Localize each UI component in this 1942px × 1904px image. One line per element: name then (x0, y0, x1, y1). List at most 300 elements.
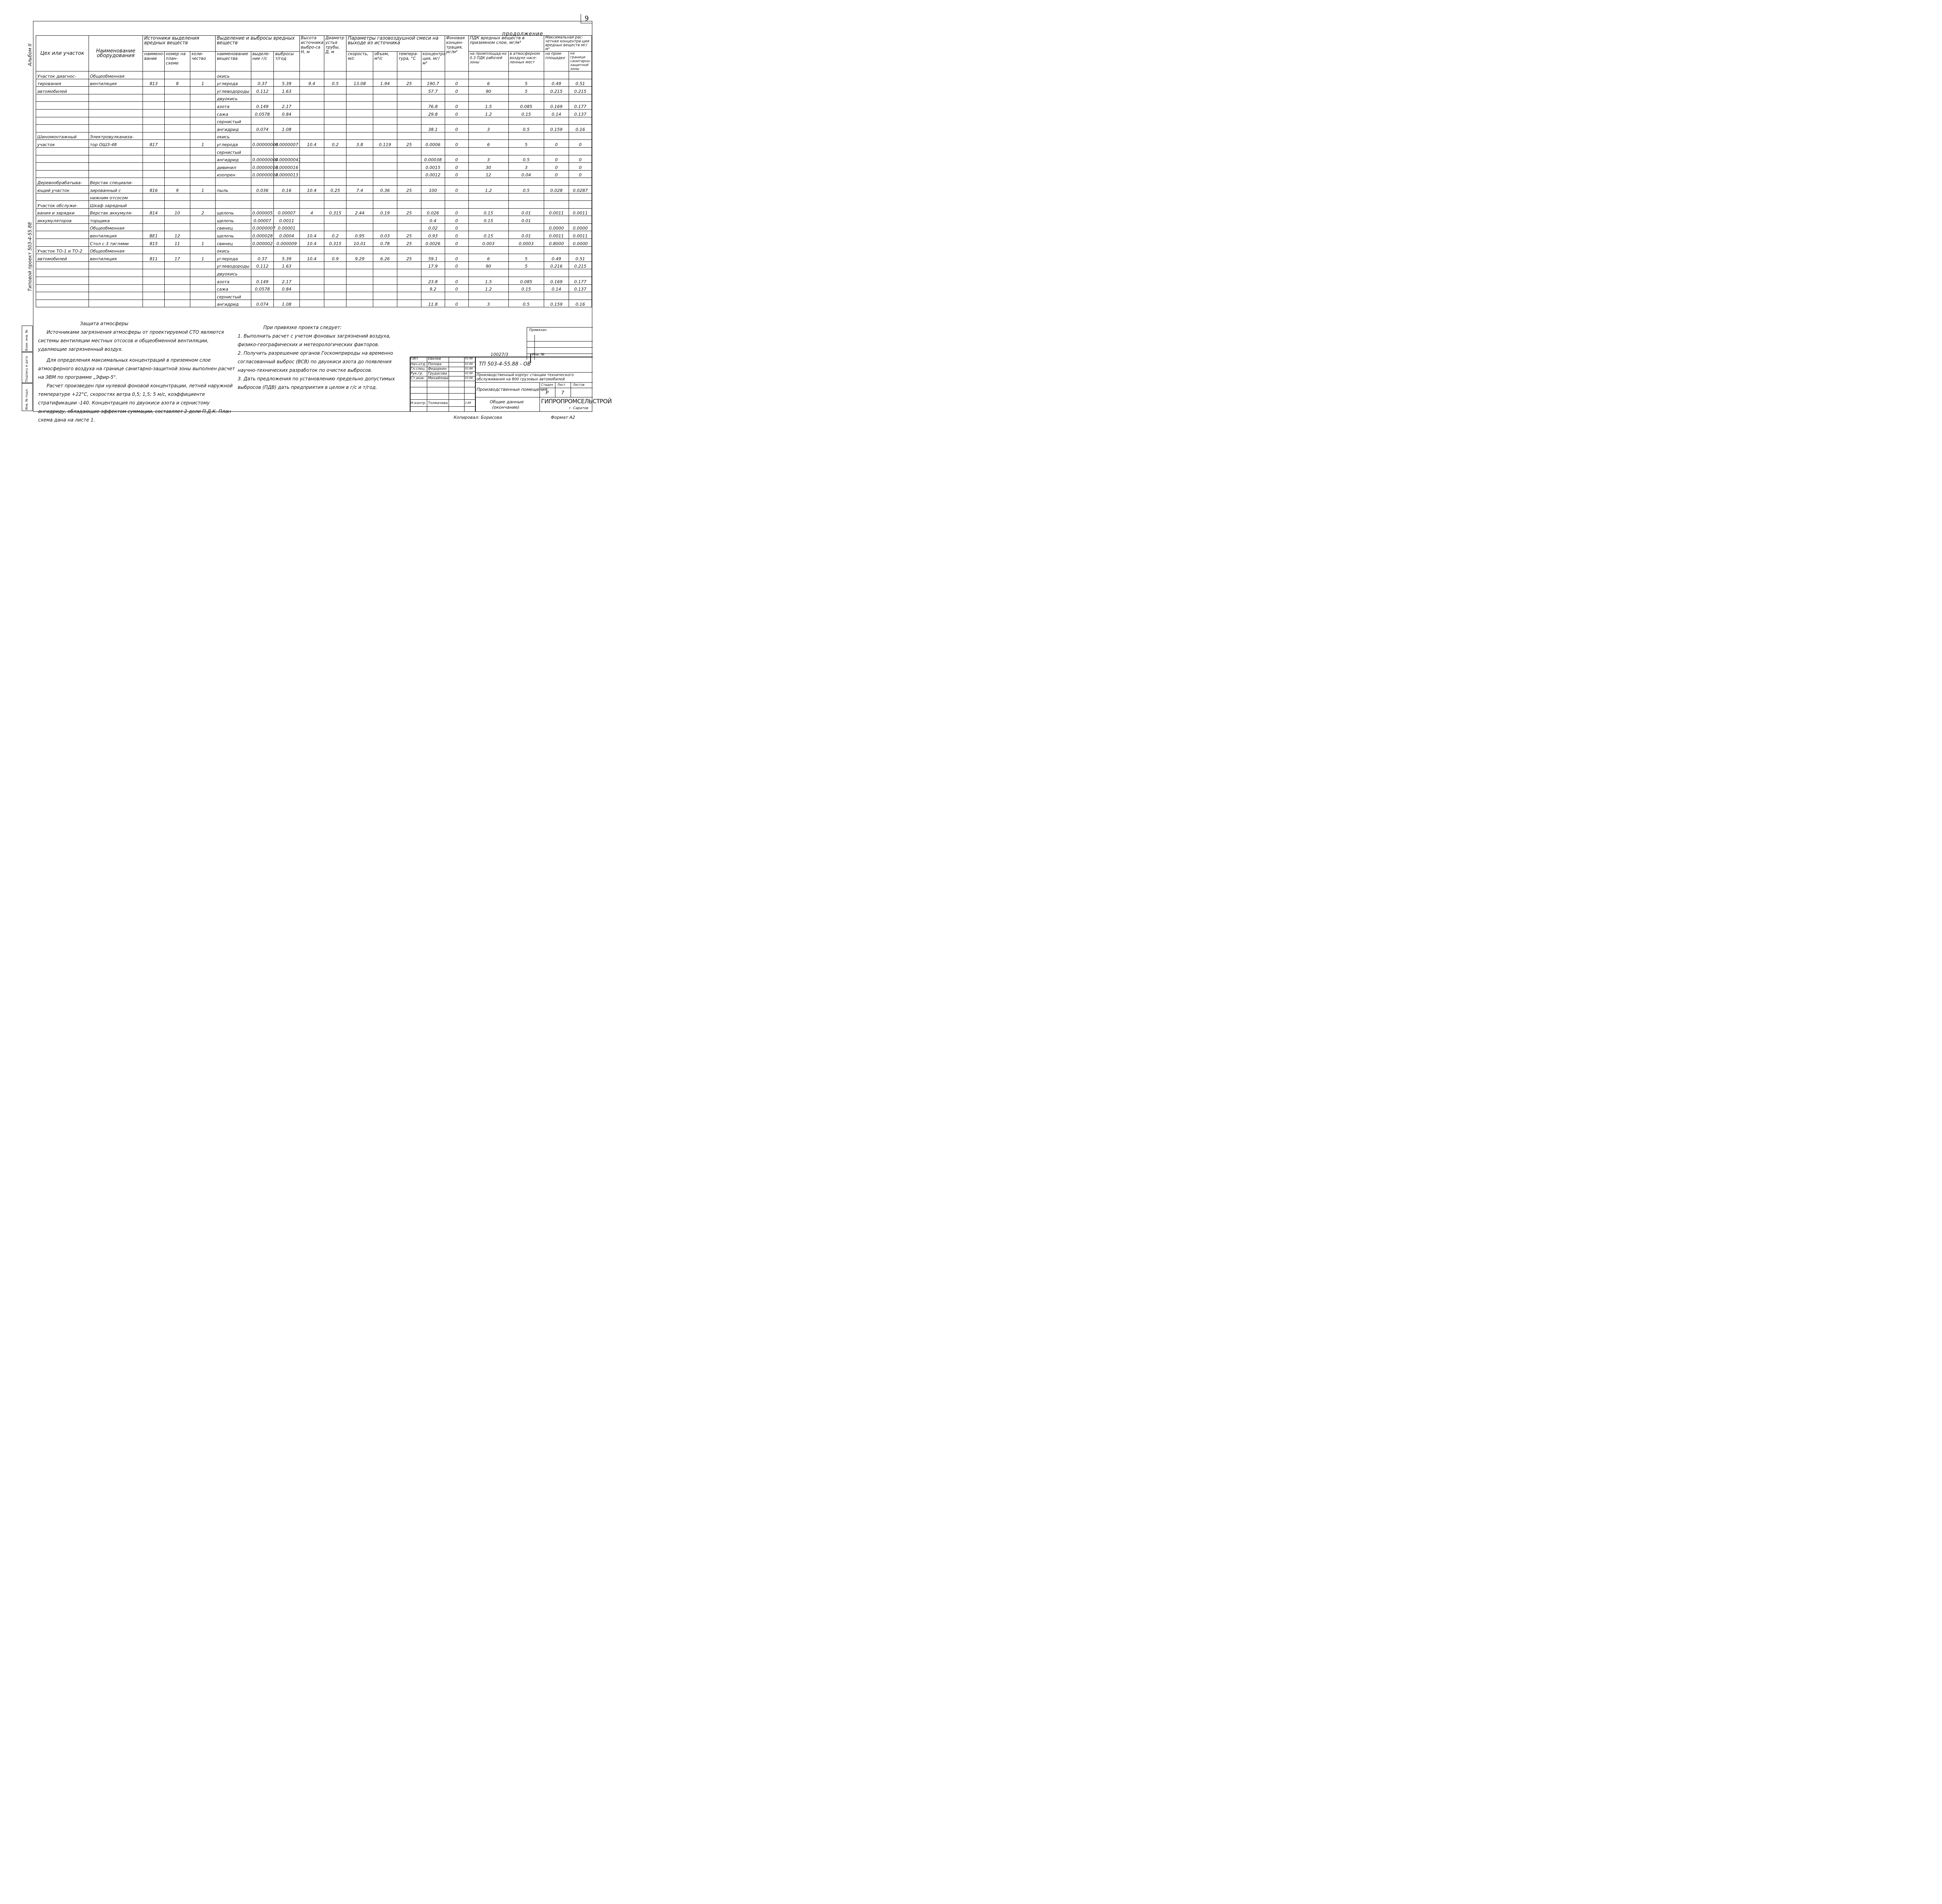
table-cell: 10.4 (299, 185, 324, 193)
table-cell (569, 201, 592, 209)
table-cell (143, 132, 165, 140)
table-cell (164, 178, 190, 186)
table-cell: 0 (445, 239, 468, 247)
table-cell (89, 155, 143, 163)
table-cell (544, 269, 569, 277)
table-cell (164, 216, 190, 224)
table-cell (36, 155, 89, 163)
table-cell (164, 170, 190, 178)
notes-atmosphere-title: Защита атмосферы (80, 321, 129, 326)
table-cell (468, 132, 508, 140)
table-cell (164, 261, 190, 269)
table-cell: Участок диагнос- (36, 71, 89, 79)
table-cell (569, 94, 592, 102)
table-cell: 190.7 (421, 79, 445, 87)
table-cell (36, 170, 89, 178)
header-src-count: коли-чество (190, 52, 216, 71)
table-cell (373, 300, 397, 307)
table-cell: ангидрид (216, 125, 251, 132)
table-cell (324, 261, 346, 269)
table-cell (346, 87, 373, 94)
sheet-label: Лист (557, 383, 566, 387)
table-cell (397, 109, 421, 117)
table-cell: 3 (508, 163, 544, 171)
table-row (36, 223, 592, 231)
table-cell: 10.4 (299, 231, 324, 239)
drawing-sheet (0, 0, 612, 435)
table-cell: 0.9 (324, 254, 346, 262)
table-cell: 0.169 (544, 102, 569, 110)
table-cell: 0.36 (373, 185, 397, 193)
table-cell: 12 (468, 170, 508, 178)
table-cell: 0.01 (508, 216, 544, 224)
table-cell (164, 269, 190, 277)
notes-item: 2. Получить разрешение органов Госкомприроды на временно согласованный выброс (ВСВ) по двуокиси азота до появления научно-технических разработок по очистке выбросов. (238, 350, 393, 373)
table-cell (445, 132, 468, 140)
table-cell: 1.08 (274, 300, 299, 307)
table-cell (346, 170, 373, 178)
table-cell (468, 178, 508, 186)
table-cell (445, 246, 468, 254)
table-cell: 0.00007 (274, 208, 299, 216)
table-cell: 0.215 (569, 87, 592, 94)
table-cell: 1 (190, 185, 216, 193)
table-cell (373, 87, 397, 94)
table-cell: азота (216, 102, 251, 110)
table-cell: участок (36, 140, 89, 148)
table-cell (544, 246, 569, 254)
table-cell (274, 117, 299, 125)
table-cell (190, 216, 216, 224)
table-cell (569, 269, 592, 277)
header-emission: выбросы т/год (274, 52, 299, 71)
table-cell: 9.2 (421, 284, 445, 292)
table-cell: 0.000005 (251, 208, 274, 216)
table-cell: 11.8 (421, 300, 445, 307)
table-cell: 0.15 (508, 109, 544, 117)
table-cell (36, 147, 89, 155)
table-cell (143, 284, 165, 292)
table-cell (36, 193, 89, 201)
table-cell (36, 223, 89, 231)
table-cell: 0 (445, 216, 468, 224)
table-cell (89, 109, 143, 117)
table-cell (143, 102, 165, 110)
table-cell: щелочь (216, 208, 251, 216)
table-cell: 0.51 (569, 79, 592, 87)
table-cell (569, 147, 592, 155)
table-cell (324, 87, 346, 94)
sheet-title-line1: Общие данные (490, 399, 524, 404)
table-cell (299, 117, 324, 125)
table-cell: 0.215 (569, 261, 592, 269)
header-release: выделе-ние г/с (251, 52, 274, 71)
table-cell (143, 170, 165, 178)
table-cell: 0.5 (508, 125, 544, 132)
table-row (36, 185, 592, 193)
table-cell: 5 (508, 261, 544, 269)
table-cell (89, 300, 143, 307)
table-cell (274, 132, 299, 140)
table-cell (445, 292, 468, 300)
table-cell: 0.5 (508, 155, 544, 163)
table-cell (346, 292, 373, 300)
table-cell: тирования (36, 79, 89, 87)
table-cell (299, 269, 324, 277)
table-cell: 0.000009 (274, 239, 299, 247)
table-cell (143, 155, 165, 163)
table-cell (299, 125, 324, 132)
header-pdk: ПДК вредных веществ в приземном слое, мг/м³ (468, 36, 544, 52)
table-cell: 0 (445, 284, 468, 292)
table-cell (397, 284, 421, 292)
table-cell (299, 216, 324, 224)
table-cell (190, 246, 216, 254)
table-cell: 0.2 (324, 140, 346, 148)
signer-name: Грудасова (428, 372, 447, 376)
table-cell: 0.028 (544, 185, 569, 193)
signer-role: Гл.спец. (411, 367, 426, 371)
table-cell (299, 170, 324, 178)
table-cell (299, 132, 324, 140)
table-cell (36, 292, 89, 300)
table-row (36, 79, 592, 87)
table-row (36, 193, 592, 201)
table-cell: 25 (397, 231, 421, 239)
table-cell (421, 117, 445, 125)
table-cell: 100 (421, 185, 445, 193)
table-cell (324, 109, 346, 117)
table-cell: 0.0000 (569, 239, 592, 247)
table-cell: 9.29 (346, 254, 373, 262)
table-cell (397, 292, 421, 300)
table-row (36, 87, 592, 94)
header-diameter: Диаметр устья трубы, Д, м (324, 36, 346, 71)
table-cell (324, 216, 346, 224)
building-name: Производственный корпус станции технического обслуживания на 800 грузовых автомобилей (477, 373, 574, 381)
table-row (36, 109, 592, 117)
table-cell: 1 (190, 79, 216, 87)
table-cell: 1 (190, 254, 216, 262)
table-cell: 0.15 (468, 231, 508, 239)
notes-binding (238, 323, 405, 392)
table-cell: 0.0000007 (274, 140, 299, 148)
table-cell: 0.036 (251, 185, 274, 193)
table-cell: 0.49 (544, 254, 569, 262)
table-cell (251, 246, 274, 254)
table-cell (299, 277, 324, 285)
notes-item: 3. Дать предложения по установлению предельно допустимых выбросов (ПДВ) дать предприятия в целом в г/с и т/год. (238, 376, 395, 390)
header-pdk-work: на промплощад-ке 0.3 ПДК рабочей зоны (468, 52, 508, 71)
table-cell (299, 71, 324, 79)
table-row (36, 284, 592, 292)
table-cell: Общеобменная (89, 71, 143, 79)
table-cell (397, 94, 421, 102)
table-cell (89, 261, 143, 269)
table-cell (508, 117, 544, 125)
table-cell (544, 117, 569, 125)
table-cell: сернистый (216, 292, 251, 300)
signer-role: Н.контр. (411, 401, 426, 405)
table-cell (251, 147, 274, 155)
table-cell: 0.0011 (544, 231, 569, 239)
table-cell (324, 223, 346, 231)
table-row (36, 300, 592, 307)
table-cell (164, 147, 190, 155)
table-cell: 0.085 (508, 102, 544, 110)
table-cell: 0.159 (544, 125, 569, 132)
table-cell (468, 201, 508, 209)
table-cell (346, 178, 373, 186)
table-cell (143, 94, 165, 102)
table-cell (274, 201, 299, 209)
table-cell (346, 132, 373, 140)
table-cell (164, 193, 190, 201)
paper-format: Формат А2 (551, 415, 575, 420)
stamp-cell-inv: Взам. инв. № (25, 329, 28, 351)
header-max-border: на границе санитарно-защитной зоны (569, 52, 592, 71)
emissions-table (36, 35, 592, 307)
table-cell (508, 223, 544, 231)
table-cell (164, 300, 190, 307)
table-cell (397, 163, 421, 171)
notes-binding-title: При привязке проекта следует: (263, 325, 342, 330)
table-cell (143, 223, 165, 231)
table-cell (346, 216, 373, 224)
table-cell: 0.215 (544, 87, 569, 94)
table-cell: 0.2 (324, 231, 346, 239)
table-cell: 9 (164, 185, 190, 193)
side-appendix-label: Альбом II (27, 44, 33, 66)
table-cell: 0.00000018 (251, 163, 274, 171)
table-cell: углеводороды (216, 261, 251, 269)
table-cell (143, 261, 165, 269)
table-cell (346, 125, 373, 132)
table-cell (324, 269, 346, 277)
table-cell (164, 109, 190, 117)
table-cell (251, 71, 274, 79)
table-cell: 1.5 (468, 277, 508, 285)
table-cell (468, 193, 508, 201)
signer-name: Михайлова (428, 376, 449, 380)
table-cell: 6 (468, 254, 508, 262)
table-cell (421, 147, 445, 155)
signer-date: 02.88 (465, 376, 473, 380)
table-cell: 0.95 (346, 231, 373, 239)
table-cell: 1.63 (274, 261, 299, 269)
table-cell: 1.63 (274, 87, 299, 94)
table-cell (569, 246, 592, 254)
table-cell: 0 (569, 163, 592, 171)
table-row (36, 155, 592, 163)
signer-name: Федоркин (428, 367, 447, 371)
header-concentration: концентра-ция, мг/м³ (421, 52, 445, 71)
table-cell (397, 193, 421, 201)
table-cell (397, 155, 421, 163)
table-cell (373, 102, 397, 110)
table-cell (89, 277, 143, 285)
stage-label: Стадия (541, 383, 553, 387)
table-cell: 0 (544, 155, 569, 163)
table-cell (164, 292, 190, 300)
table-cell: 0 (445, 223, 468, 231)
table-cell: 0.149 (251, 102, 274, 110)
table-cell (397, 201, 421, 209)
table-cell: 0.00001 (274, 223, 299, 231)
table-cell (397, 87, 421, 94)
table-cell: дивинил (216, 163, 251, 171)
table-cell (373, 201, 397, 209)
table-cell: 5 (508, 140, 544, 148)
table-cell: Верстак специали- (89, 178, 143, 186)
table-cell (143, 147, 165, 155)
signer-role: Ст.инж. (411, 376, 425, 380)
table-cell (164, 246, 190, 254)
table-cell: 90 (468, 87, 508, 94)
table-cell (251, 178, 274, 186)
doc-designation: ТП 503-4-55.88 - ОВ (479, 361, 531, 367)
table-cell (468, 147, 508, 155)
table-cell (373, 193, 397, 201)
table-cell: 0.04 (508, 170, 544, 178)
table-cell (190, 147, 216, 155)
notes-atmosphere (38, 319, 236, 424)
table-cell (324, 300, 346, 307)
signer-date: 2.88 (465, 401, 471, 404)
table-cell (397, 147, 421, 155)
table-cell (190, 155, 216, 163)
table-cell: 10.4 (299, 140, 324, 148)
table-cell (373, 94, 397, 102)
table-cell: Шкаф зарядный (89, 201, 143, 209)
table-cell (373, 277, 397, 285)
table-cell (164, 223, 190, 231)
table-cell (190, 284, 216, 292)
table-cell: 0.51 (569, 254, 592, 262)
table-cell (544, 94, 569, 102)
table-cell: 30 (468, 163, 508, 171)
table-cell: 6.26 (373, 254, 397, 262)
table-cell: углерода (216, 254, 251, 262)
table-cell (508, 71, 544, 79)
table-cell (508, 132, 544, 140)
table-cell (468, 269, 508, 277)
table-cell (299, 102, 324, 110)
table-cell: 13.08 (346, 79, 373, 87)
table-cell (468, 117, 508, 125)
table-cell: 3.8 (346, 140, 373, 148)
table-cell: 0.25 (324, 185, 346, 193)
table-cell: 0 (445, 208, 468, 216)
table-cell (445, 147, 468, 155)
table-cell: 0.00038 (421, 155, 445, 163)
table-cell: ангидрид (216, 300, 251, 307)
table-cell: 0.16 (569, 125, 592, 132)
header-emissions: Выделение и выбросы вредных веществ (216, 36, 299, 52)
table-cell: 0 (569, 140, 592, 148)
table-cell (508, 201, 544, 209)
table-cell: 0.8000 (544, 239, 569, 247)
table-cell: 1 (190, 140, 216, 148)
table-cell (421, 132, 445, 140)
table-cell (164, 284, 190, 292)
table-cell (274, 246, 299, 254)
table-cell: 0.5 (324, 79, 346, 87)
table-cell (544, 178, 569, 186)
table-cell (445, 269, 468, 277)
table-cell: Участок обслужи- (36, 201, 89, 209)
table-cell (373, 284, 397, 292)
table-cell (36, 94, 89, 102)
table-cell: 25 (397, 79, 421, 87)
table-cell: Шиномонтажный (36, 132, 89, 140)
table-cell: 0.0011 (274, 216, 299, 224)
table-cell (346, 102, 373, 110)
table-cell (421, 269, 445, 277)
table-cell: 0.02 (421, 223, 445, 231)
table-cell (36, 117, 89, 125)
table-cell: азота (216, 277, 251, 285)
table-cell: автомобилей (36, 254, 89, 262)
table-cell (468, 223, 508, 231)
table-cell (299, 261, 324, 269)
table-cell (346, 147, 373, 155)
table-cell (251, 94, 274, 102)
table-cell: 816 (143, 185, 165, 193)
table-cell (216, 178, 251, 186)
table-cell (36, 125, 89, 132)
table-cell (143, 246, 165, 254)
table-cell (346, 109, 373, 117)
table-cell: 0.0000016 (274, 163, 299, 171)
table-cell: 0.315 (324, 239, 346, 247)
table-cell (164, 87, 190, 94)
table-cell (89, 147, 143, 155)
table-cell (397, 117, 421, 125)
table-cell (190, 117, 216, 125)
stamp-cell-orig: Инв. № подл. (25, 388, 28, 410)
table-cell: 0.177 (569, 102, 592, 110)
table-row (36, 147, 592, 155)
table-row (36, 216, 592, 224)
table-cell: свинец (216, 239, 251, 247)
table-cell (508, 269, 544, 277)
table-cell (89, 292, 143, 300)
table-cell (190, 193, 216, 201)
table-cell: 4 (299, 208, 324, 216)
table-cell (251, 201, 274, 209)
notes-paragraph: Для определения максимальных концентраций в приземном слое атмосферного воздуха на границе санитарно-защитной зоны выполнен расчет на ЭВМ по программе „Эфир-5". (38, 357, 235, 380)
table-cell: 0.00007 (251, 216, 274, 224)
table-cell (36, 284, 89, 292)
table-cell: Стол с 3 тиглями (89, 239, 143, 247)
table-cell (143, 87, 165, 94)
table-cell: окись (216, 71, 251, 79)
table-cell: окись (216, 132, 251, 140)
table-cell (89, 170, 143, 178)
table-cell (164, 140, 190, 148)
header-gas-params: Параметры газовоздушной смеси на выходе из источника (346, 36, 445, 52)
table-cell (190, 261, 216, 269)
table-cell (190, 102, 216, 110)
table-row (36, 140, 592, 148)
table-cell (544, 292, 569, 300)
table-cell: 0 (445, 185, 468, 193)
table-cell (397, 71, 421, 79)
table-cell: щелочь (216, 216, 251, 224)
binding-stamp-label: Привязан (529, 328, 547, 332)
signer-date: 02.88 (465, 362, 473, 366)
